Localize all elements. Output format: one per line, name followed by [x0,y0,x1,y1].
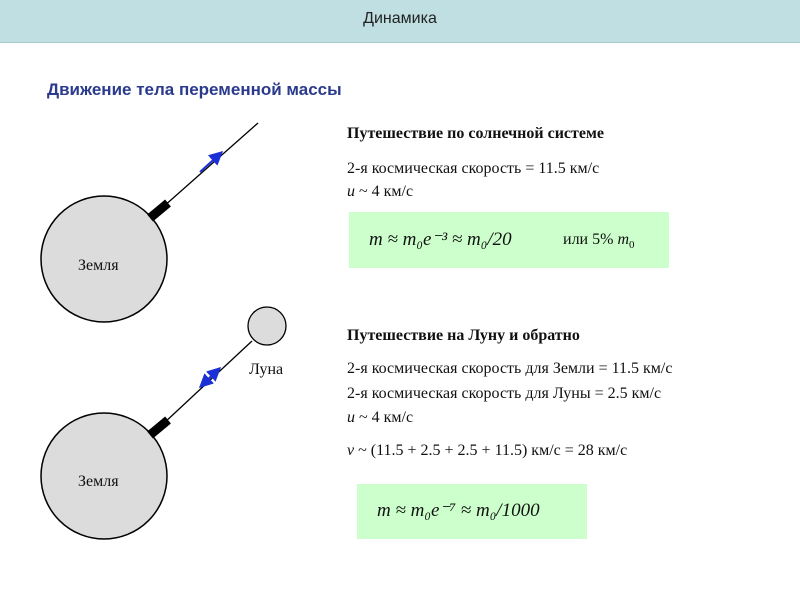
rocket-trajectory-top [163,123,258,207]
block2-exhaust-speed [347,409,413,427]
block2-moon-escape: 2-я космическая скорость для Луны = 2.5 км/с [347,385,662,402]
earth-label-top: Земля [78,257,119,274]
block1-escape-velocity: 2-я космическая скорость = 11.5 км/с [347,160,600,177]
block2-v-symbol: v [347,442,355,459]
formula-1-note-var: m [617,231,629,248]
block1-u-symbol: u [347,183,355,200]
block1-u-value: ~ 4 км/с [355,183,414,200]
block1-heading: Путешествие по солнечной системе [347,125,604,142]
formula-1-note [563,231,635,251]
block2-earth-escape: 2-я космическая скорость для Земли = 11.5 км/с [347,360,673,377]
header-title: Динамика [363,10,437,27]
block1-exhaust-speed [347,183,413,201]
moon-label: Луна [249,361,284,378]
formula-box-1 [349,212,669,268]
block2-u-value: ~ 4 км/с [355,409,414,426]
formula-1-note-sub: 0 [629,239,635,252]
rocket-body-top [150,203,168,218]
formula-1: m ≈ m₀e⁻³ ≈ m₀/20 [369,229,512,250]
velocity-arrow-top [200,152,222,172]
block2-total-velocity [347,442,627,460]
rocket-body-bottom [150,420,168,435]
moon-circle [248,307,286,345]
formula-2: m ≈ m₀e⁻⁷ ≈ m₀/1000 [377,500,540,521]
section-title: Движение тела переменной массы [47,80,342,99]
velocity-arrow-return [200,373,215,387]
formula-1-note-prefix: или 5% [563,231,618,248]
earth-label-bottom: Земля [78,473,119,490]
rocket-trajectory-bottom [163,341,252,424]
block2-heading: Путешествие на Луну и обратно [347,327,580,344]
formula-box-2 [357,484,587,539]
block2-u-symbol: u [347,409,355,426]
block2-v-value: ~ (11.5 + 2.5 + 2.5 + 11.5) км/с = 28 км/с [354,442,628,459]
